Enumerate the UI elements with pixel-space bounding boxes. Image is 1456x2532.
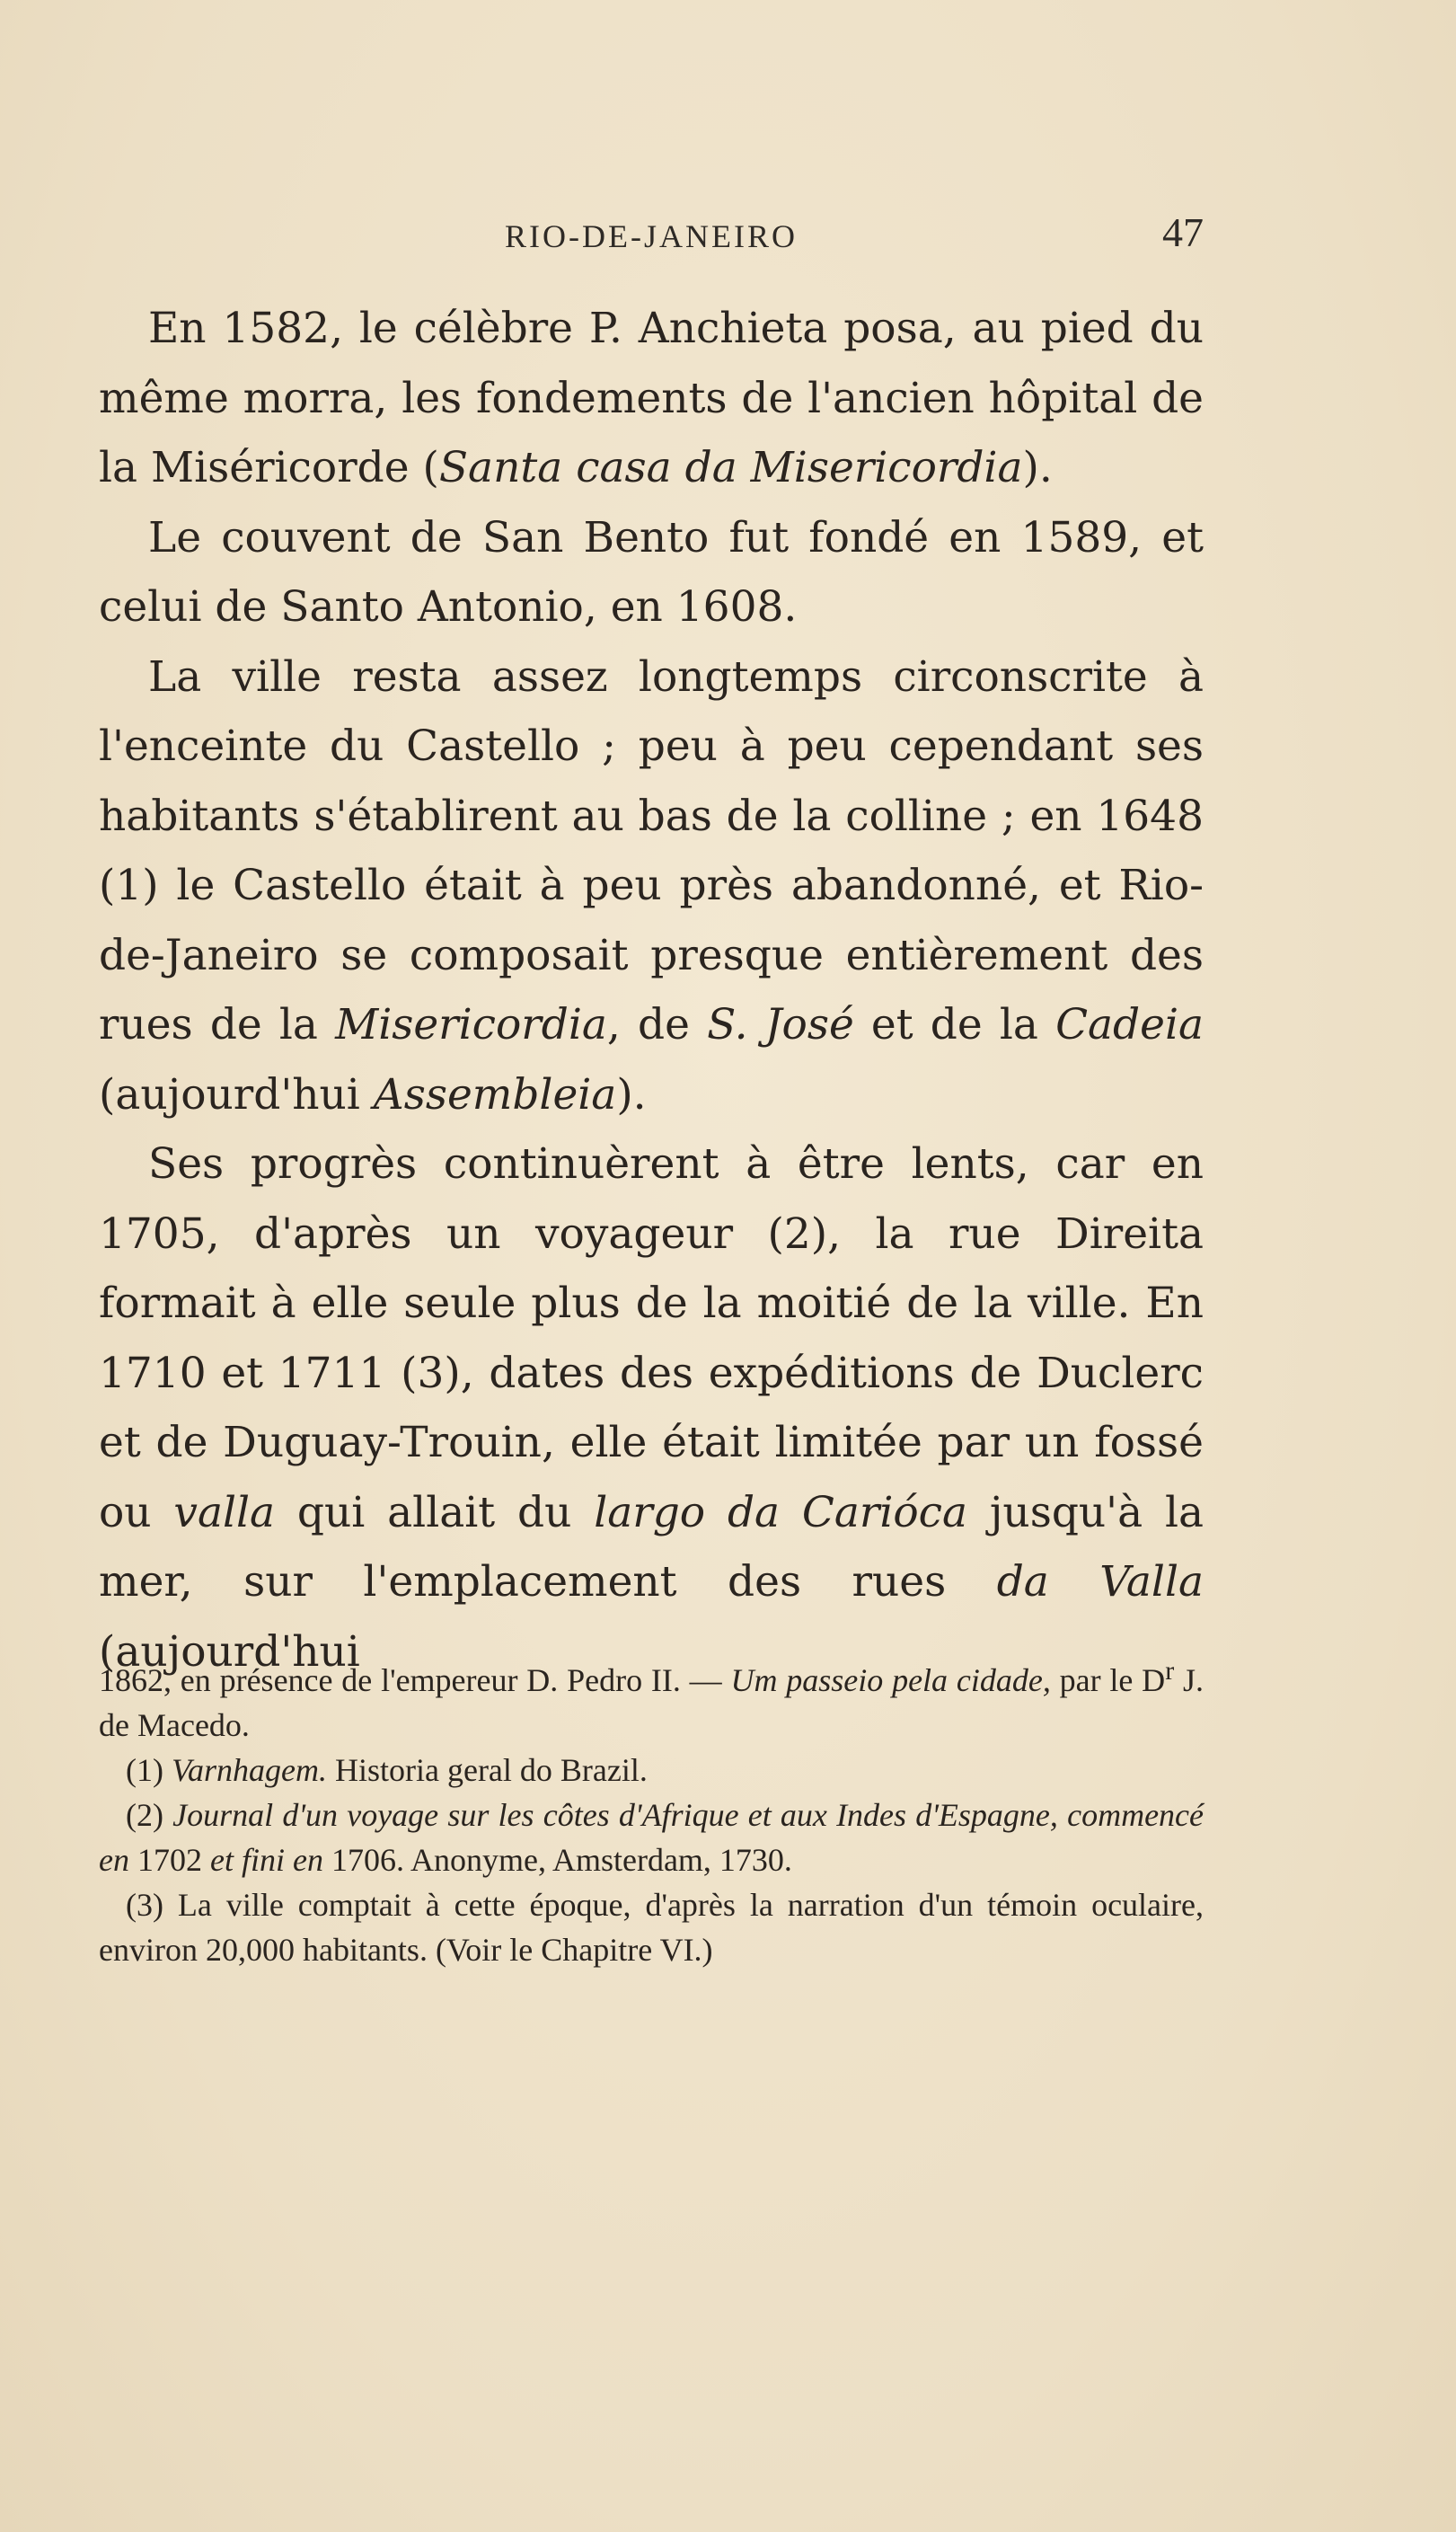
running-title: RIO-DE-JANEIRO — [505, 218, 798, 254]
paragraph-1-text-1: En 1582, le célèbre P. Anchieta posa, au pied du même morra, les fondements de l'ancien hôpital de la Miséricorde ( — [99, 304, 1204, 492]
footnote-cont-italic-1: Um passeio pela cidade, — [730, 1662, 1051, 1698]
footnote-cont-text-2: par le D — [1050, 1662, 1166, 1698]
footnote-2-text-1: (2) — [126, 1797, 173, 1833]
paragraph-4-italic-2: largo da Carióca — [594, 1487, 968, 1537]
paragraph-3-text-1: La ville resta assez longtemps circonscrite à l'enceinte du Castello ; peu à peu cependant ses habitants s'établirent au bas de la colline ; en 1648 (1) le Castello était à peu près abandonné, et Rio-de-Janeiro se composait presque entièrement des rues de la — [99, 651, 1204, 1049]
paragraph-4-italic-3: da Valla — [996, 1557, 1204, 1607]
footnote-1-italic-1: Varnhagem. — [171, 1752, 327, 1788]
paragraph-1-text-2: ). — [1022, 443, 1053, 492]
footnote-2-text-2: 1702 — [128, 1842, 210, 1878]
paragraph-3-italic-4: Assembleia — [373, 1069, 617, 1120]
footnote-1-text-1: (1) — [126, 1752, 172, 1788]
paragraph-3-text-2: , de — [606, 1000, 708, 1049]
paragraph-4-text-3: jusqu'à la mer, sur l'emplacement des rues — [99, 1487, 1205, 1607]
footnote-cont-text-3: J. de Macedo. — [99, 1662, 1205, 1743]
paragraph-3-text-4: (aujourd'hui — [99, 1069, 374, 1120]
paragraph-4-text-2: qui allait du — [275, 1487, 595, 1537]
paragraph-1-italic-1: Santa casa da Misericordia — [438, 443, 1023, 492]
footnote-2 — [99, 1793, 1204, 1882]
footnote-cont-superscript: r — [1165, 1656, 1175, 1686]
page-number: 47 — [1162, 209, 1204, 255]
paragraph-4-text-4: (aujourd'hui — [99, 1626, 360, 1677]
paragraph-3-italic-3: Cadeia — [1055, 1000, 1204, 1049]
footnote-cont-text-1: 1862, en présence de l'empereur D. Pedro II. — — [99, 1662, 731, 1698]
paragraph-3-italic-1: Misericordia — [335, 1000, 607, 1049]
running-head — [99, 208, 1204, 262]
paragraph-3-text-3: et de la — [853, 1000, 1056, 1049]
footnote-1-text-2: Historia geral do Brazil. — [326, 1752, 648, 1788]
paragraph-1 — [99, 294, 1204, 503]
paragraph-4-text-1: Ses progrès continuèrent à être lents, car en 1705, d'après un voyageur (2), la rue Direita formait à elle seule plus de la moitié de la ville. En 1710 et 1711 (3), dates des expéditions de Duclerc et de Duguay-Trouin, elle était limitée par un fossé ou — [99, 1139, 1204, 1537]
paragraph-4-italic-1: valla — [173, 1487, 276, 1537]
paragraph-4 — [99, 1129, 1204, 1687]
paragraph-3-italic-2: S. José — [707, 1000, 854, 1049]
footnotes — [99, 1649, 1204, 1972]
footnote-2-italic-2: et fini en — [209, 1842, 323, 1878]
footnote-2-italic-1: Journal d'un voyage sur les côtes d'Afrique et aux Indes d'Espagne, commencé en — [99, 1797, 1204, 1878]
footnote-2-text-3: 1706. Anonyme, Amsterdam, 1730. — [322, 1842, 792, 1878]
footnote-3: (3) La ville comptait à cette époque, d'après la narration d'un témoin oculaire, environ 20,000 habitants. (Voir le Chapitre VI.) — [99, 1887, 1204, 1968]
main-text — [99, 294, 1204, 1687]
footnote-continuation — [99, 1649, 1204, 1748]
footnote-1 — [99, 1748, 1204, 1793]
paragraph-3 — [99, 642, 1204, 1130]
paragraph-3-text-5: ). — [616, 1069, 647, 1120]
paragraph-2: Le couvent de San Bento fut fondé en 1589, et celui de Santo Antonio, en 1608. — [99, 512, 1204, 632]
